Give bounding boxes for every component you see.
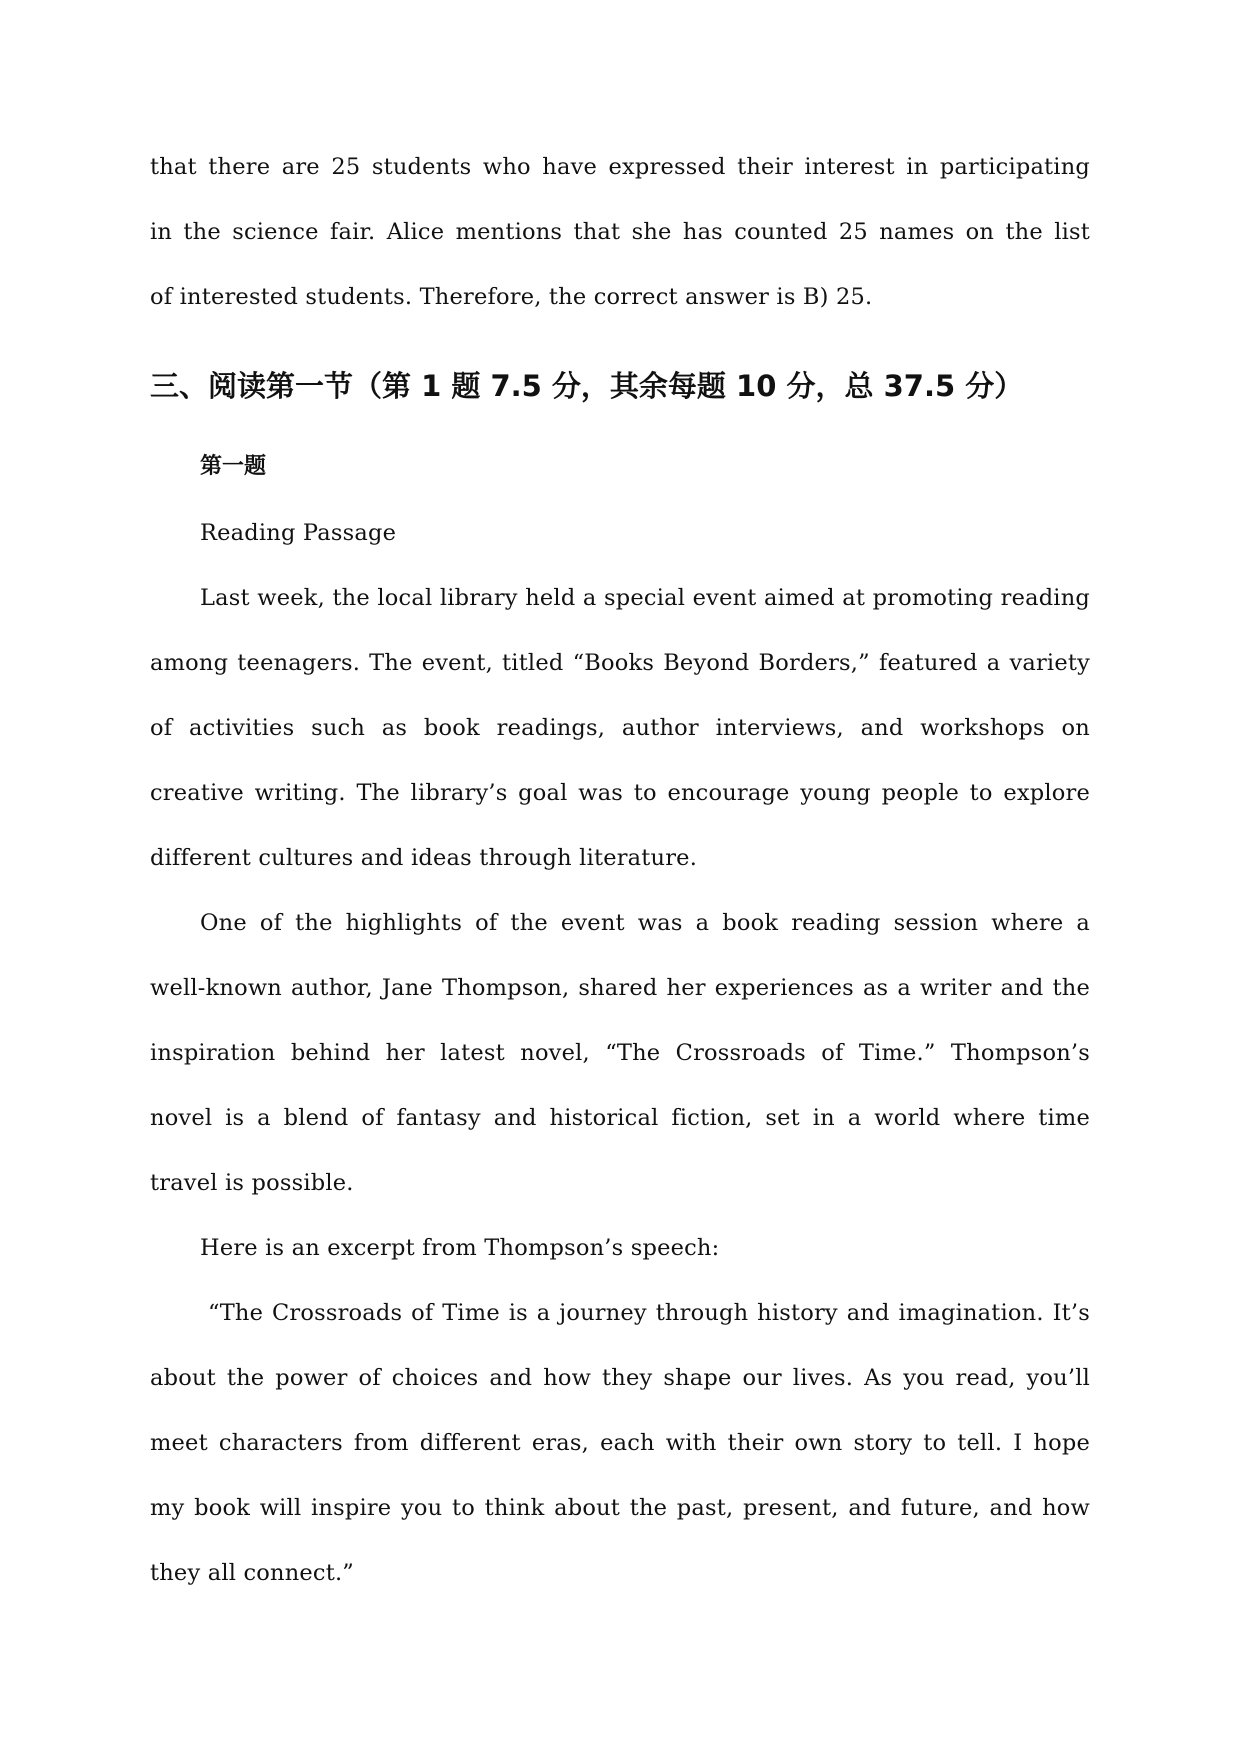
quote-line: my book will inspire you to think about the past, present, and future, and how bbox=[150, 1495, 1090, 1521]
answer-explanation-line: in the science fair. Alice mentions that she has counted 25 names on the list bbox=[150, 219, 1090, 245]
quote-line: about the power of choices and how they shape our lives. As you read, you’ll bbox=[150, 1365, 1090, 1391]
passage-line: different cultures and ideas through literature. bbox=[150, 845, 698, 871]
passage-line: well-known author, Jane Thompson, shared her experiences as a writer and the bbox=[150, 975, 1090, 1001]
passage-line: among teenagers. The event, titled “Books Beyond Borders,” featured a variety bbox=[150, 650, 1090, 676]
question-label: 第一题 bbox=[200, 454, 267, 479]
passage-title: Reading Passage bbox=[200, 520, 397, 546]
quote-line: they all connect.” bbox=[150, 1560, 355, 1586]
quote-line: “The Crossroads of Time is a journey through history and imagination. It’s bbox=[208, 1300, 1090, 1326]
passage-line: creative writing. The library’s goal was to encourage young people to explore bbox=[150, 780, 1090, 806]
passage-line: inspiration behind her latest novel, “The Crossroads of Time.” Thompson’s bbox=[150, 1040, 1090, 1066]
passage-line: Here is an excerpt from Thompson’s speech: bbox=[200, 1235, 720, 1261]
passage-line: Last week, the local library held a special event aimed at promoting reading bbox=[200, 585, 1090, 611]
quote-line: meet characters from different eras, each with their own story to tell. I hope bbox=[150, 1430, 1090, 1456]
passage-line: of activities such as book readings, author interviews, and workshops on bbox=[150, 715, 1090, 741]
passage-line: travel is possible. bbox=[150, 1170, 354, 1196]
section-heading: 三、阅读第一节（第 1 题 7.5 分，其余每题 10 分，总 37.5 分） bbox=[150, 369, 1024, 403]
passage-line: One of the highlights of the event was a book reading session where a bbox=[200, 910, 1090, 936]
answer-explanation-line: that there are 25 students who have expressed their interest in participating bbox=[150, 154, 1090, 180]
answer-explanation-line: of interested students. Therefore, the correct answer is B) 25. bbox=[150, 284, 873, 310]
passage-line: novel is a blend of fantasy and historical fiction, set in a world where time bbox=[150, 1105, 1090, 1131]
